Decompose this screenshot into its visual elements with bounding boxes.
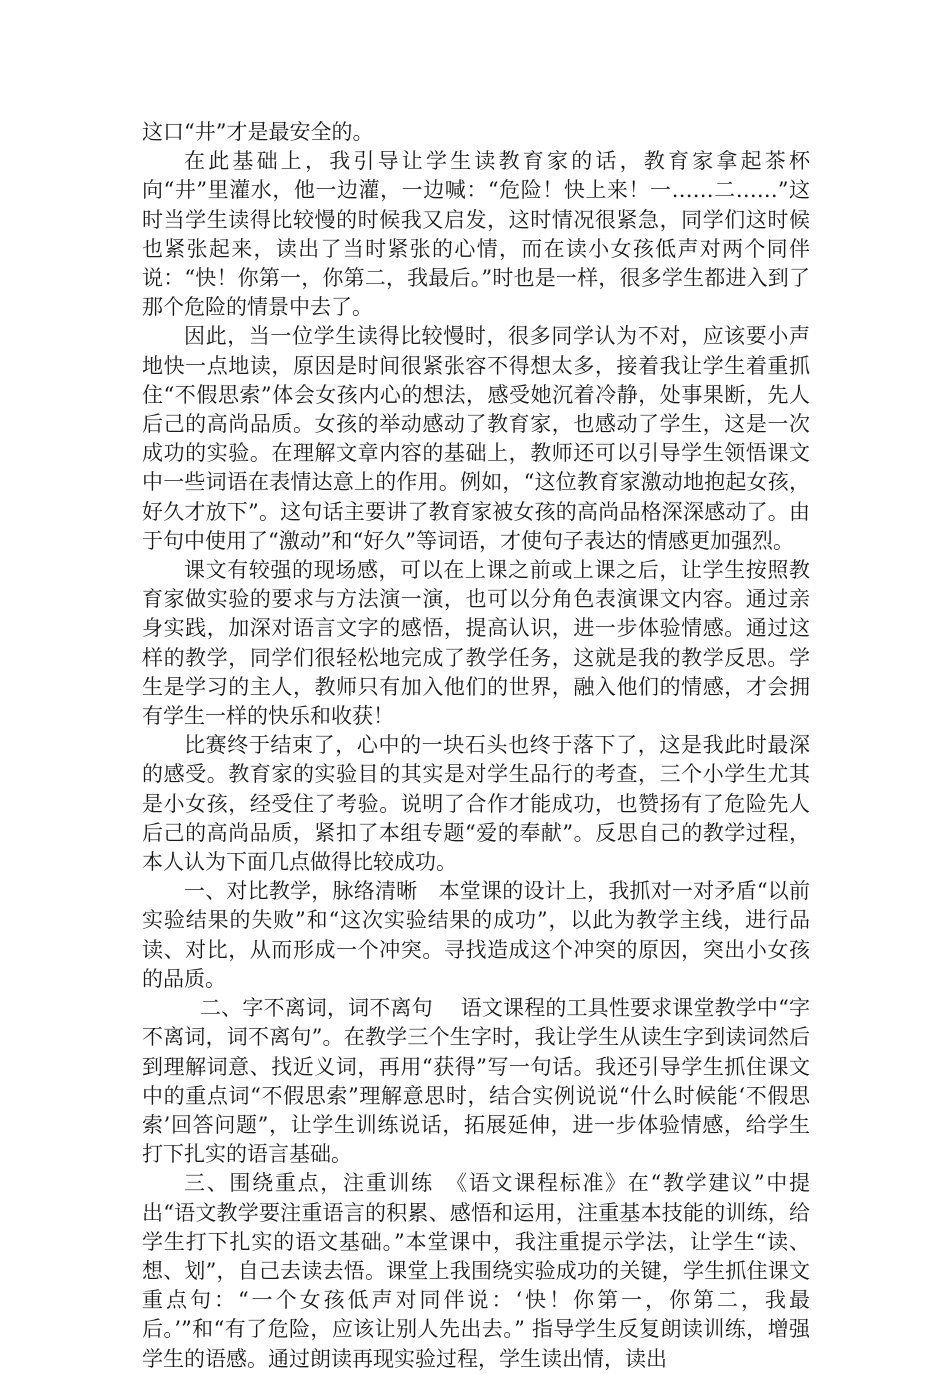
- paragraph-1: 这口“井”才是最安全的。: [142, 120, 374, 144]
- paragraph-4: 课文有较强的现场感，可以在上课之前或上课之后，让学生按照教育家做实验的要求与方法演一演，也可以分角色表演课文内容。通过亲身实践，加深对语言文字的感悟，提高认识，进一步体验情感。通过这样的教学，同学们很轻松地完成了教学任务，这就是我的教学反思。学生是学习的主人，教师只有加入他们的世界，融入他们的情感，才会拥有学生一样的快乐和收获！: [142, 558, 810, 729]
- paragraph-7: 二、字不离词，词不离句 语文课程的工具性要求课堂教学中“字不离词，词不离句”。在教学三个生字时，我让学生从读生字到读词然后到理解词意、找近义词，再用“获得”写一句话。我还引导学生抓住课文中的重点词“不假思索”理解意思时，结合实例说说“什么时候能‘不假思索’回答问题”，让学生训练说话，拓展延伸，进一步体验情感，给学生打下扎实的语言基础。: [142, 996, 810, 1167]
- paragraph-3: 因此，当一位学生读得比较慢时，很多同学认为不对，应该要小声地快一点地读，原因是时间很紧张容不得想太多，接着我让学生着重抓住“不假思索”体会女孩内心的想法，感受她沉着冷静，处事果断，先人后己的高尚品质。女孩的举动感动了教育家，也感动了学生，这是一次成功的实验。在理解文章内容的基础上，教师还可以引导学生领悟课文中一些词语在表情达意上的作用。例如，“这位教育家激动地抱起女孩，好久才放下”。这句话主要讲了教育家被女孩的高尚品格深深感动了。由于句中使用了“激动”和“好久”等词语，才使句子表达的情感更加强烈。: [142, 324, 810, 553]
- paragraph-6: 一、对比教学，脉络清晰 本堂课的设计上，我抓对一对矛盾“以前实验结果的失败”和“这次实验结果的成功”，以此为教学主线，进行品读、对比，从而形成一个冲突。寻找造成这个冲突的原因，突出小女孩的品质。: [142, 879, 810, 991]
- paragraph-5: 比赛终于结束了，心中的一块石头也终于落下了，这是我此时最深的感受。教育家的实验目的其实是对学生品行的考查，三个小学生尤其是小女孩，经受住了考验。说明了合作才能成功，也赞扬有了危险先人后己的高尚品质，紧扣了本组专题“爱的奉献”。反思自己的教学过程，本人认为下面几点做得比较成功。: [142, 733, 810, 875]
- document-body: [142, 118, 810, 1374]
- paragraph-8: 三、围绕重点，注重训练 《语文课程标准》在“教学建议”中提出“语文教学要注重语言的积累、感悟和运用，注重基本技能的训练，给学生打下扎实的语文基础。”本堂课中，我注重提示学法，让学生“读、想、划”，自己去读去悟。课堂上我围绕实验成功的关键，学生抓住课文重点句：“一个女孩低声对同伴说：‘快！你第一，你第二，我最后。’”和“有了危险，应该让别人先出去。” 指导学生反复朗读训练，增强学生的语感。通过朗读再现实验过程，学生读出情，读出: [142, 1171, 810, 1371]
- paragraph-2: 在此基础上，我引导让学生读教育家的话，教育家拿起茶杯向“井”里灌水，他一边灌，一边喊：“危险！快上来！一……二……”这时当学生读得比较慢的时候我又启发，这时情况很紧急，同学们这时候也紧张起来，读出了当时紧张的心情，而在读小女孩低声对两个同伴说：“快！你第一，你第二，我最后。”时也是一样，很多学生都进入到了那个危险的情景中去了。: [142, 149, 810, 320]
